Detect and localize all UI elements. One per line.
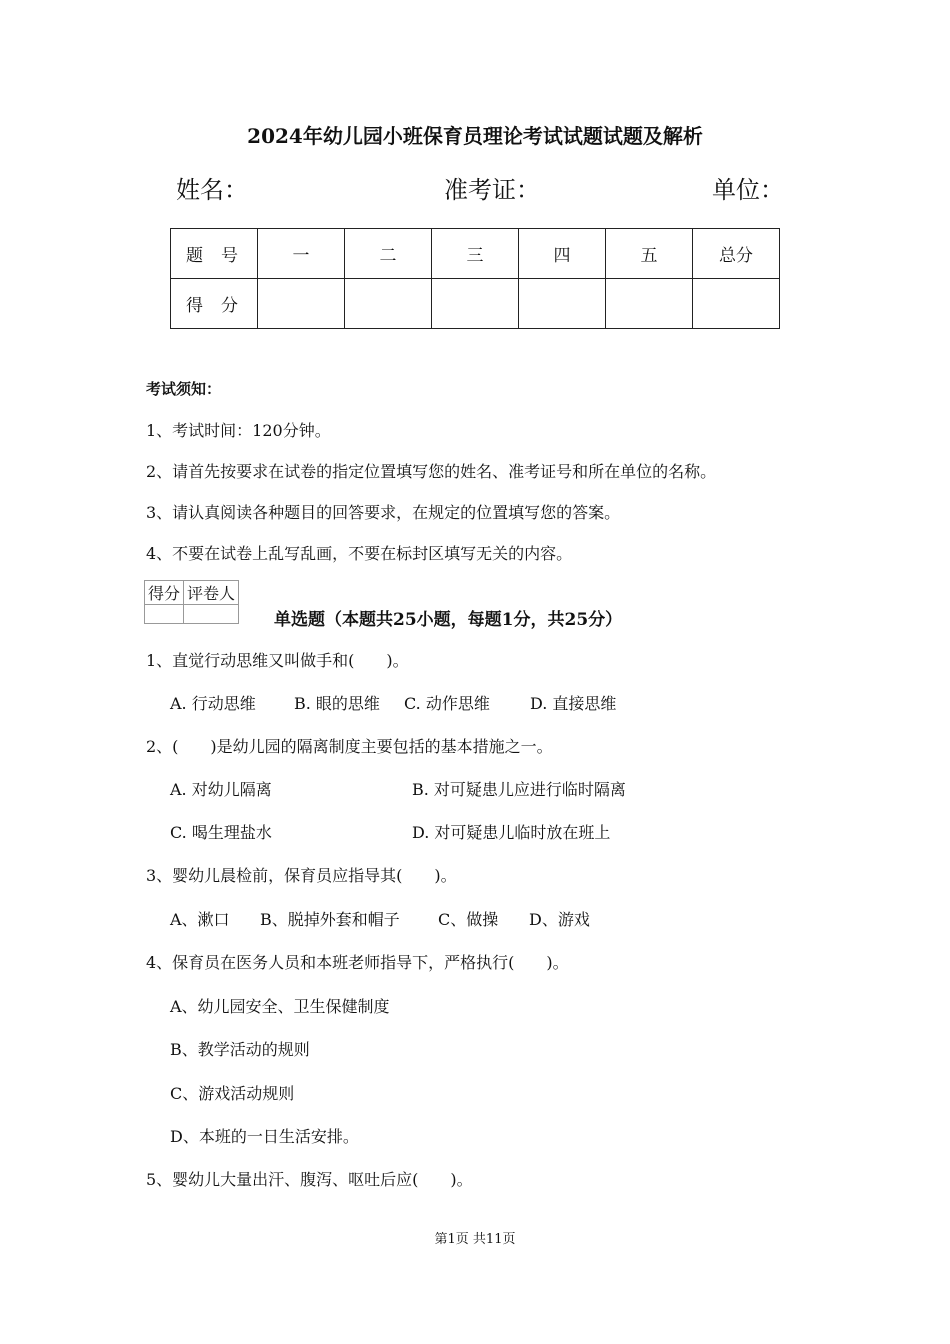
score-table-header-row — [171, 229, 780, 279]
section-title: 单选题（本题共25小题，每题1分，共25分） — [274, 610, 623, 630]
score-cell[interactable] — [519, 279, 606, 329]
score-table-header-cell: 一 — [258, 229, 345, 279]
name-label: 姓名： — [176, 176, 248, 204]
score-table-score-row — [171, 279, 780, 329]
score-row-label: 得分 — [171, 279, 258, 329]
question-stem: 5、婴幼儿大量出汗、腹泻、呕吐后应( )。 — [146, 1170, 473, 1189]
question-option: C、做操 — [438, 910, 499, 929]
page-footer: 第1页 共11页 — [434, 1232, 516, 1247]
score-cell[interactable] — [693, 279, 780, 329]
question-option: A、漱口 — [170, 910, 230, 929]
question-option: D. 对可疑患儿临时放在班上 — [412, 823, 611, 842]
exam-number-label: 准考证： — [444, 176, 540, 204]
question-option: C. 动作思维 — [404, 694, 490, 713]
score-cell[interactable] — [345, 279, 432, 329]
page-title: 2024年幼儿园小班保育员理论考试试题试题及解析 — [247, 124, 703, 148]
question-option: B、教学活动的规则 — [170, 1040, 310, 1059]
question-option: C. 喝生理盐水 — [170, 823, 272, 842]
grader-name-label: 评卷人 — [184, 581, 239, 605]
notice-heading: 考试须知： — [146, 380, 222, 398]
question-option: B. 眼的思维 — [294, 694, 380, 713]
question-option: B. 对可疑患儿应进行临时隔离 — [412, 780, 626, 799]
question-option: C、游戏活动规则 — [170, 1084, 295, 1103]
question-stem: 4、保育员在医务人员和本班老师指导下，严格执行( )。 — [146, 953, 569, 972]
notice-item: 4、不要在试卷上乱写乱画，不要在标封区填写无关的内容。 — [146, 544, 573, 563]
question-stem: 1、直觉行动思维又叫做手和( )。 — [146, 651, 409, 670]
score-cell[interactable] — [432, 279, 519, 329]
score-table — [170, 228, 780, 329]
question-stem: 3、婴幼儿晨检前，保育员应指导其( )。 — [146, 866, 457, 885]
grader-name-cell[interactable] — [184, 605, 239, 624]
score-table-header-cell: 四 — [519, 229, 606, 279]
grader-box — [144, 580, 239, 624]
question-option: D. 直接思维 — [530, 694, 617, 713]
score-cell[interactable] — [606, 279, 693, 329]
score-table-header-cell: 五 — [606, 229, 693, 279]
question-option: B、脱掉外套和帽子 — [260, 910, 400, 929]
question-option: A. 对幼儿隔离 — [170, 780, 272, 799]
question-option: D、游戏 — [529, 910, 590, 929]
question-option: A. 行动思维 — [170, 694, 256, 713]
question-option: D、本班的一日生活安排。 — [170, 1127, 359, 1146]
score-table-header-cell: 题号 — [171, 229, 258, 279]
score-table-header-cell: 总分 — [693, 229, 780, 279]
question-option: A、幼儿园安全、卫生保健制度 — [170, 997, 390, 1016]
notice-item: 1、考试时间：120分钟。 — [146, 421, 331, 440]
grader-score-cell[interactable] — [145, 605, 184, 624]
notice-item: 3、请认真阅读各种题目的回答要求，在规定的位置填写您的答案。 — [146, 503, 621, 522]
score-cell[interactable] — [258, 279, 345, 329]
score-table-header-cell: 二 — [345, 229, 432, 279]
unit-label: 单位： — [712, 176, 784, 204]
question-stem: 2、( )是幼儿园的隔离制度主要包括的基本措施之一。 — [146, 737, 553, 756]
score-table-header-cell: 三 — [432, 229, 519, 279]
notice-item: 2、请首先按要求在试卷的指定位置填写您的姓名、准考证号和所在单位的名称。 — [146, 462, 717, 481]
grader-score-label: 得分 — [145, 581, 184, 605]
